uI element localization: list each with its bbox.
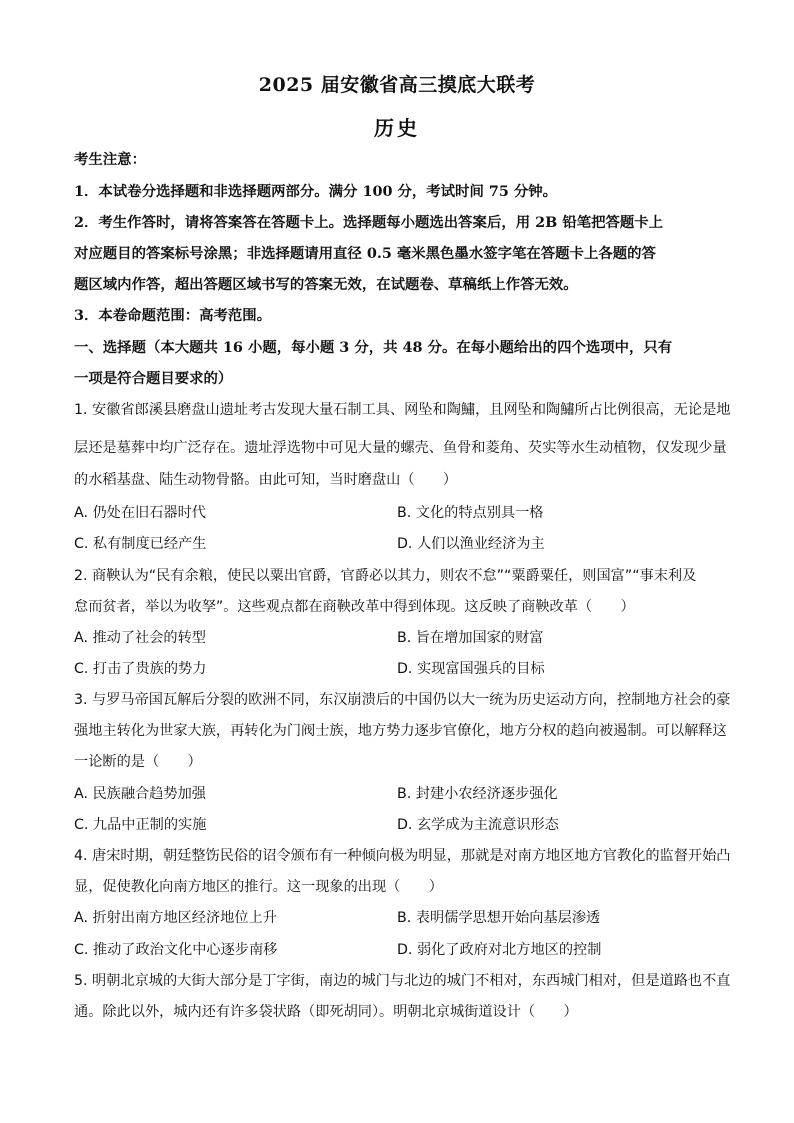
question-4-text: 4. 唐宋时期，朝廷整饬民俗的诏令颁布有一种倾向极为明显，那就是对南方地区地方官教化的监督开始凸 [74, 848, 731, 864]
question-3-option-a: A. 民族融合趋势加强 [74, 786, 206, 802]
question-5-text: 通。除此以外，城内还有许多袋状路（即死胡同）。明朝北京城街道设计（ ） [74, 1004, 578, 1020]
question-1-option-a: A. 仍处在旧石器时代 [74, 505, 206, 521]
question-3-text: 3. 与罗马帝国瓦解后分裂的欧洲不同，东汉崩溃后的中国仍以大一统为历史运动方向，控制地方社会的豪 [74, 692, 731, 708]
question-2-text: 怠而贫者，举以为收孥”。这些观点都在商鞅改革中得到体现。这反映了商鞅改革（ ） [74, 599, 635, 615]
section-heading: 一、选择题（本大题共 16 小题，每小题 3 分，共 48 分。在每小题给出的四个选项中，只有 [74, 339, 673, 356]
question-4-option-d: D. 弱化了政府对北方地区的控制 [397, 942, 602, 958]
notice-line: 对应题目的答案标号涂黑；非选择题请用直径 0.5 毫米黑色墨水签字笔在答题卡上各题的答 [74, 245, 656, 262]
question-3-option-c: C. 九品中正制的实施 [74, 817, 207, 833]
notice-heading: 考生注意： [74, 151, 146, 168]
question-3-text: 强地主转化为世家大族，再转化为门阀士族，地方势力逐步官僚化，地方分权的趋向被遏制。可以解释这 [74, 723, 727, 739]
question-2-option-d: D. 实现富国强兵的目标 [397, 661, 545, 677]
exam-title: 2025 届安徽省高三摸底大联考 [258, 74, 536, 96]
question-1-text: 层还是墓葬中均广泛存在。遗址浮选物中可见大量的螺壳、鱼骨和菱角、芡实等水生动植物，仅发现少量 [74, 440, 727, 456]
subject-title: 历史 [374, 116, 420, 140]
question-1-option-c: C. 私有制度已经产生 [74, 536, 207, 552]
question-5-text: 5. 明朝北京城的大街大部分是丁字街，南边的城门与北边的城门不相对，东西城门相对，但是道路也不直 [74, 973, 731, 989]
question-4-text: 显，促使教化向南方地区的推行。这一现象的出现（ ） [74, 879, 443, 895]
question-2-option-a: A. 推动了社会的转型 [74, 630, 206, 646]
question-4-option-a: A. 折射出南方地区经济地位上升 [74, 910, 277, 926]
question-1-text: 1. 安徽省郎溪县磨盘山遗址考古发现大量石制工具、网坠和陶鱐，且网坠和陶鱐所占比例很高，无论是地 [74, 402, 731, 418]
question-4-option-b: B. 表明儒学思想开始向基层渗透 [397, 910, 601, 926]
question-1-option-d: D. 人们以渔业经济为主 [397, 536, 545, 552]
question-2-option-b: B. 旨在增加国家的财富 [397, 630, 544, 646]
question-1-option-b: B. 文化的特点别具一格 [397, 505, 544, 521]
notice-line: 3．本卷命题范围：高考范围。 [74, 307, 272, 324]
question-4-option-c: C. 推动了政治文化中心逐步南移 [74, 942, 278, 958]
notice-line: 1．本试卷分选择题和非选择题两部分。满分 100 分，考试时间 75 分钟。 [74, 183, 558, 200]
question-3-option-d: D. 玄学成为主流意识形态 [397, 817, 559, 833]
question-3-option-b: B. 封建小农经济逐步强化 [397, 786, 558, 802]
question-2-option-c: C. 打击了贵族的势力 [74, 661, 207, 677]
question-3-text: 一论断的是（ ） [74, 754, 202, 770]
notice-line: 2．考生作答时，请将答案答在答题卡上。选择题每小题选出答案后，用 2B 铅笔把答题卡上 [74, 214, 664, 231]
section-heading: 一项是符合题目要求的） [74, 370, 233, 387]
question-2-text: 2. 商鞅认为“民有余粮，使民以粟出官爵，官爵必以其力，则农不怠”“粟爵粟任，则国富”“事末利及 [74, 568, 697, 584]
question-1-text: 的水稻基盘、陆生动物骨骼。由此可知，当时磨盘山（ ） [74, 472, 458, 488]
notice-line: 题区域内作答，超出答题区域书写的答案无效，在试题卷、草稿纸上作答无效。 [74, 276, 578, 293]
